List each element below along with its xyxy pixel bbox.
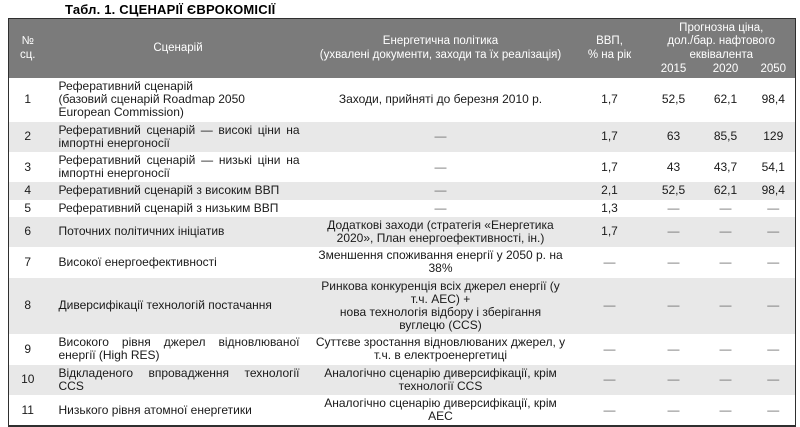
price-2020-cell: 62,1	[713, 92, 738, 107]
price-2020-cell: 85,5	[713, 129, 738, 144]
policy-cell: Ринкова конкуренція всіх джерел енергії (у т.ч. АЕС) + нова технологія відбору і зберігання вуглецю (CCS)	[321, 278, 560, 333]
scenario-cell: Відкладеного впровадження технології CCS	[58, 365, 300, 393]
price-2020-cell: —	[719, 200, 732, 215]
gdp-cell: 1,7	[601, 159, 618, 174]
col-header-price-group: Прогнозна ціна, дол./бар. нафтового еквівалента	[648, 19, 796, 63]
gdp-cell: —	[603, 341, 616, 356]
price-2020-cell: —	[719, 402, 732, 417]
price-2015-cell: —	[667, 298, 680, 313]
scenario-cell: Реферативний сценарій з низьким ВВП	[58, 200, 279, 215]
price-2015-cell: —	[667, 402, 680, 417]
gdp-cell: 1,3	[601, 200, 618, 215]
col-header-policy: Енергетична політика (ухвалені документи, заходи та їх реалізація)	[310, 19, 572, 79]
table-row	[9, 152, 796, 182]
price-2015-cell: —	[667, 372, 680, 387]
table-body	[9, 78, 796, 426]
table-row	[9, 182, 796, 199]
price-2020-cell: 62,1	[713, 183, 738, 198]
price-2050-cell: —	[767, 224, 780, 239]
table-row	[9, 334, 796, 364]
price-2020-cell: —	[719, 298, 732, 313]
row-number: 3	[24, 159, 32, 174]
policy-cell: Додаткові заходи (стратегія «Енергетика 2020», План енергоефективності, ін.)	[327, 217, 554, 245]
price-2020-cell: —	[719, 254, 732, 269]
scenario-cell: Реферативний сценарій (базовий сценарій Roadmap 2050 European Commission)	[58, 79, 245, 120]
price-2015-cell: 43	[666, 159, 681, 174]
gdp-cell: 2,1	[601, 183, 618, 198]
row-number: 11	[21, 402, 34, 417]
scenario-cell: Низького рівня атомної енергетики	[58, 402, 252, 417]
policy-cell: Аналогічно сценарію диверсифікації, крім технології CCS	[324, 365, 557, 393]
gdp-cell: 1,7	[601, 129, 618, 144]
table-row	[9, 365, 796, 395]
row-number: 9	[24, 341, 32, 356]
table-row	[9, 278, 796, 335]
price-2015-cell: 52,5	[661, 183, 686, 198]
gdp-cell: —	[603, 372, 616, 387]
price-2020-cell: —	[719, 372, 732, 387]
table-row	[9, 78, 796, 122]
page-title: Табл. 1. СЦЕНАРІЇ ЄВРОКОМІСІЇ	[65, 2, 276, 17]
price-2050-cell: —	[767, 200, 780, 215]
table-row	[9, 217, 796, 247]
scenario-cell: Поточних політичних ініціатив	[58, 224, 225, 239]
price-2015-cell: 52,5	[661, 92, 686, 107]
scenario-cell: Реферативний сценарій — низькі ціни на імпортні енергоносії	[58, 153, 300, 181]
col-header-year-2015: 2015	[648, 63, 700, 79]
col-header-gdp: ВВП, % на рік	[572, 19, 648, 79]
scenario-cell: Високого рівня джерел відновлюваної енергії (High RES)	[58, 335, 300, 363]
policy-cell: —	[434, 183, 447, 198]
scenario-cell: Реферативний сценарій з високим ВВП	[58, 183, 280, 198]
row-number: 8	[24, 298, 32, 313]
policy-cell: —	[434, 200, 447, 215]
col-header-number: № сц.	[9, 19, 47, 79]
price-2020-cell: —	[719, 341, 732, 356]
price-2015-cell: —	[667, 254, 680, 269]
price-2020-cell: 43,7	[713, 159, 738, 174]
price-2015-cell: —	[667, 341, 680, 356]
policy-cell: Заходи, прийняті до березня 2010 р.	[338, 92, 543, 107]
table-header	[9, 19, 796, 79]
price-2050-cell: —	[767, 298, 780, 313]
price-2050-cell: —	[767, 372, 780, 387]
price-2050-cell: 129	[763, 129, 784, 144]
gdp-cell: —	[603, 298, 616, 313]
row-number: 10	[21, 372, 35, 387]
table-row	[9, 395, 796, 426]
gdp-cell: —	[603, 254, 616, 269]
price-2050-cell: 98,4	[761, 92, 785, 107]
policy-cell: —	[434, 159, 447, 174]
row-number: 5	[24, 200, 32, 215]
gdp-cell: —	[603, 402, 616, 417]
row-number: 4	[24, 183, 32, 198]
price-2050-cell: —	[767, 341, 780, 356]
table-row	[9, 122, 796, 152]
policy-cell: —	[434, 129, 447, 144]
gdp-cell: 1,7	[601, 92, 618, 107]
price-2020-cell: —	[719, 224, 732, 239]
price-2050-cell: 98,4	[761, 183, 785, 198]
table-row	[9, 200, 796, 217]
scenarios-table	[8, 18, 796, 427]
scenario-cell: Реферативний сценарій — високі ціни на імпортні енергоносії	[58, 122, 300, 150]
policy-cell: Зменшення споживання енергії у 2050 р. на 38%	[318, 248, 563, 276]
policy-cell: Суттєве зростання відновлюваних джерел, у т.ч. в електроенергетиці	[315, 335, 566, 363]
col-header-scenario: Сценарій	[47, 19, 310, 79]
row-number: 7	[24, 254, 32, 269]
scenario-cell: Диверсифікації технологій постачання	[58, 298, 272, 313]
row-number: 1	[24, 92, 32, 107]
scenario-cell: Високої енергоефективності	[58, 254, 217, 269]
price-2050-cell: —	[767, 402, 780, 417]
row-number: 6	[24, 224, 32, 239]
col-header-year-2050: 2050	[752, 63, 796, 79]
price-2015-cell: 63	[666, 129, 681, 144]
gdp-cell: 1,7	[601, 224, 618, 239]
policy-cell: Аналогічно сценарію диверсифікації, крім АЕС	[324, 396, 557, 424]
col-header-year-2020: 2020	[700, 63, 752, 79]
price-2050-cell: —	[767, 254, 780, 269]
table-row	[9, 247, 796, 277]
row-number: 2	[24, 129, 32, 144]
price-2015-cell: —	[667, 224, 680, 239]
price-2015-cell: —	[667, 200, 680, 215]
price-2050-cell: 54,1	[761, 159, 785, 174]
